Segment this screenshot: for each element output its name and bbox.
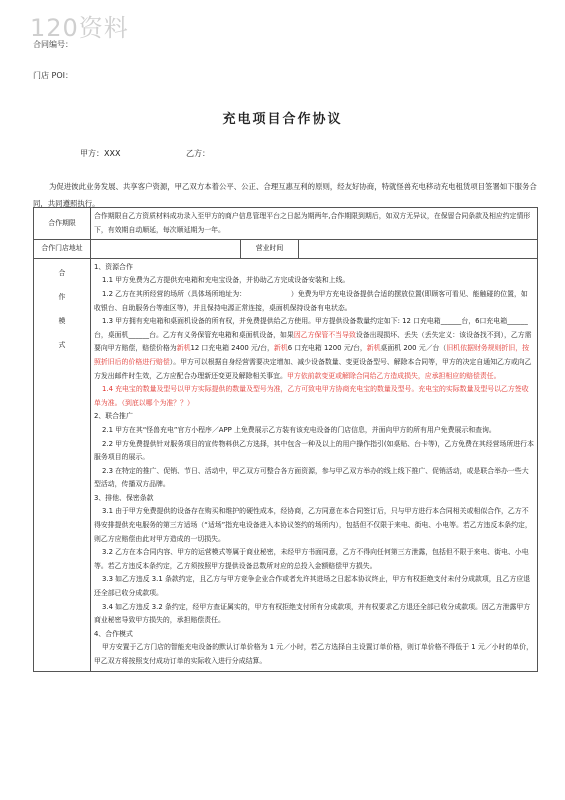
store-address-label: 合作门店地址 — [34, 240, 91, 259]
intro-paragraph: 为促进彼此业务发展、共享客户资源，甲乙双方本着公平、公正、合理互惠互利的原则，经友好协商，特就怪兽充电移动充电租赁项目签署如下服务合同，共同遵照执行。 — [33, 182, 537, 208]
party-b-label: 乙方： — [186, 149, 210, 158]
contract-table — [33, 207, 538, 672]
period-row — [34, 208, 538, 240]
clause-text: 6 口充电箱 1200 元/台， — [287, 344, 367, 353]
red-text: 新机 — [366, 344, 381, 353]
clause-2-3: 2.3 在特定的推广、促销、节日、活动中，甲乙双方可整合各方面资源，参与甲乙双方举办的线上线下推广、促销活动，或是联合举办一些大型活动，传播双方品牌。 — [94, 466, 529, 489]
clause-3-3: 3.3 如乙方违反 3.1 条款约定，且乙方与甲方竞争企业合作或者允许其进场之日起本协议终止，甲方有权拒绝支付未付分成款项，且乙方应退还全部已收分成款项。 — [94, 575, 531, 598]
clause-text: 桌面机 200 元／台（ — [380, 344, 447, 353]
cooperation-mode-content — [91, 258, 538, 671]
section-1-title: 1、资源合作 — [94, 262, 133, 271]
clause-1-1: 1.1 甲方免费为乙方提供充电箱和充电宝设备，并协助乙方完成设备安装和上线。 — [102, 276, 350, 285]
section-2-title: 2、联合推广 — [94, 412, 133, 421]
business-hours-label: 营业时间 — [241, 240, 299, 259]
red-text: 旧机依据财务规则折旧，按照折旧后的价格进行赔偿 — [94, 344, 529, 366]
label-char: 式 — [58, 340, 66, 349]
clause-1-3 — [94, 315, 534, 383]
clause-text: 1.3 甲方拥有充电箱和桌面机设备的所有权，并免费提供给乙方使用。甲方提供设备数量约定如下: 12 口充电箱______台，6口充电箱______台，桌面机______台。乙方有义务保管充电箱和桌面机设备，如果 — [94, 317, 528, 339]
contract-number-label: 合同编号： — [33, 40, 73, 49]
store-address-row — [34, 240, 538, 259]
clause-3-4: 3.4 如乙方违反 3.2 条约定，经甲方查证属实的，甲方有权拒绝支付所有分成款项，并有权要求乙方退还全部已收分成款项。因乙方泄露甲方商业秘密导致甲方损失的，承担赔偿责任。 — [94, 602, 531, 625]
period-text: 合作期限自乙方资质材料成功录入至甲方的商户信息管理平台之日起为期两年,合作期限到期后，如双方无异议，在保留合同条款及相应约定情形下，有效期自动顺延，每次顺延期为一年。 — [91, 208, 538, 240]
clause-2-2: 2.2 甲方免费提供针对服务项目的宣传物料供乙方选择，其中包含一种及以上的用户操作指引(如桌贴、台卡等)，乙方免费在其经营场所进行本服务项目的展示。 — [94, 439, 534, 462]
label-char: 模 — [58, 316, 66, 325]
label-char: 合 — [58, 268, 66, 277]
store-poi-label: 门店 POI： — [33, 71, 74, 80]
clause-text: ）。甲方可以根据自身经营需要决定增加、减少设备数量、变更设备型号、解除本合同等，甲方的决定自通知乙方或向乙方发出邮件时生效，乙方应配合办理新还变更及解除相关事宜。 — [94, 357, 532, 380]
store-address-value — [91, 240, 241, 259]
clause-3-1: 3.1 由于甲方免费提供的设备存在购买和维护的硬性成本，经协商，乙方同意在本合同签订后，只与甲方进行本合同相关或相似合作，乙方不得安排提供充电服务的第三方适场（“适场”指充电设备进入本协议签约的场所内），包括但不仅限于来电、街电、小电等。若乙方违反本条约定，则乙方应赔偿由此对甲方造成的一切损失。 — [94, 507, 532, 543]
business-hours-value — [299, 240, 538, 259]
watermark-logo: 120资料 — [30, 14, 129, 42]
section-3-title: 3、排他、保密条款 — [94, 493, 154, 502]
red-text: 因乙方保管不当导致 — [293, 330, 356, 339]
period-label: 合作期限 — [34, 208, 91, 240]
clause-1-4: 1.4 充电宝的数量及型号以甲方实际提供的数量及型号为准，乙方可致电甲方协商充电宝的数量及型号。充电宝的实际数量及型号以乙方签收单为准。（到底以哪个为准？？） — [94, 385, 529, 407]
document-title: 充电项目合作协议 — [222, 112, 343, 127]
section-4-title: 4、合作模式 — [94, 629, 133, 638]
clause-text: 设备出现损坏、丢失（丢失定义：该设备找不到），乙方需要向甲方赔偿，赔偿价格为 — [94, 330, 532, 353]
red-text: 新机 — [273, 344, 288, 353]
clause-3-2: 3.2 乙方在本合同内容、甲方的运营模式等属于商业秘密，未经甲方书面同意，乙方不得向任何第三方泄露，包括但不限于来电、街电、小电等。若乙方违反本条约定，乙方须按照甲方提供设备总数所对应的总投入金额赔偿甲方损失。 — [94, 548, 529, 570]
clause-text: 12 口充电箱 2400 元/台， — [190, 344, 274, 353]
party-a-label: 甲方：XXX — [80, 149, 121, 158]
clause-4-text: 甲方安置于乙方门店的智能充电设备的默认订单价格为 1 元／小时，若乙方选择自主设置订单价格，则订单价格不得低于 1 元／小时的单价，甲乙双方将按照支付成功订单的实际收入进行分成结算。 — [94, 643, 533, 665]
cooperation-mode-row — [34, 258, 538, 671]
red-text: 甲方依前款变更或解除合同给乙方造成损失，应承担相应的赔偿责任。 — [286, 371, 501, 380]
cooperation-mode-label — [34, 258, 91, 671]
clause-1-2: 1.2 乙方在其所经营的场所（具体场所地址为： ）免费为甲方充电设备提供合适的摆放位置(即顾客可看见、能触碰的位置，如收银台、自助服务台等座区等)，并且保持电源正常连接，桌面机保持设备有电状态。 — [94, 289, 528, 312]
clause-2-1: 2.1 甲方在其“怪兽充电”官方小程序／APP 上免费展示乙方装有该充电设备的门店信息，并面向甲方的所有用户免费展示和查询。 — [102, 425, 496, 434]
red-text: 新机 — [176, 344, 191, 353]
label-char: 作 — [58, 292, 66, 301]
